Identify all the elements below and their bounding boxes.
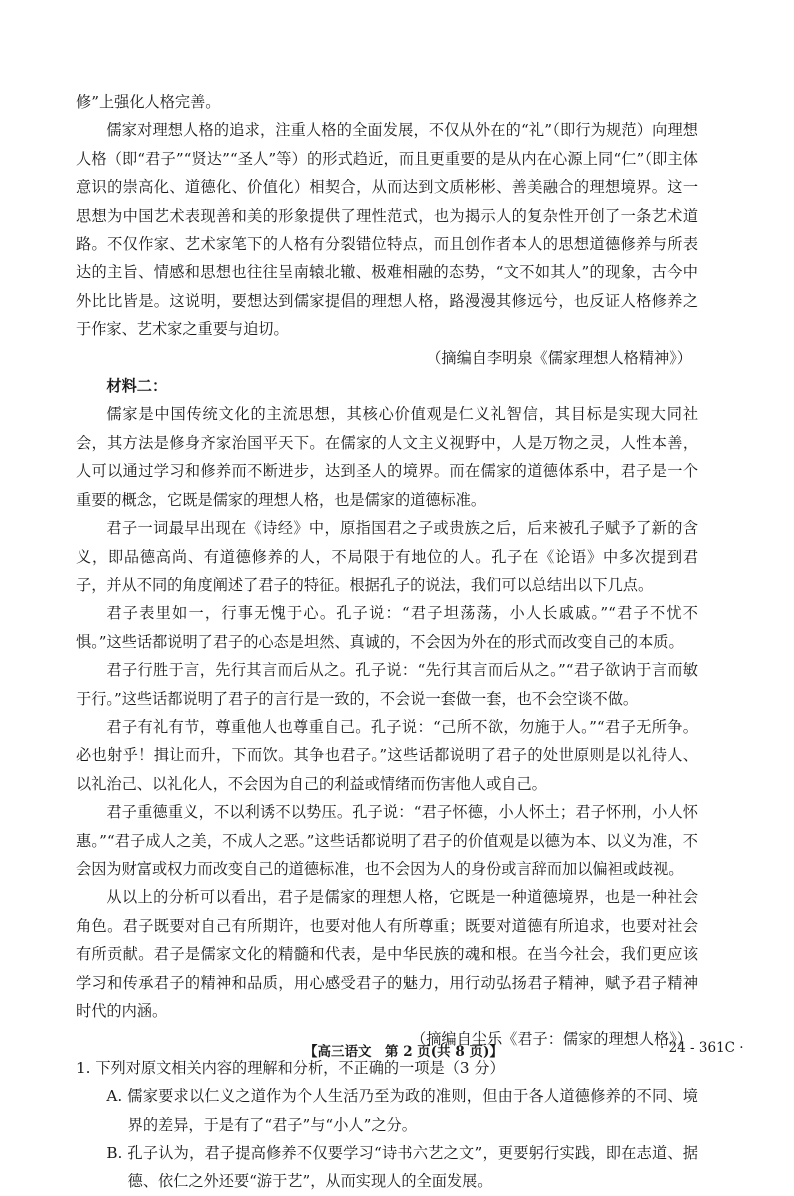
material2-heading: 材料二： (106, 377, 168, 396)
paragraph-m2-3: 君子表里如一，行事无愧于心。孔子说：“君子坦荡荡，小人长戚戚。”“君子不忧不惧。”这些话都说明了君子的心态是坦然、真诚的，不会因为外在的形式而改变自己的本质。 (76, 604, 698, 651)
footer-exam-code: · 24 - 361C · (660, 1040, 744, 1056)
footer-page-info: 【高三语文 第 2 页(共 8 页)】 (304, 1044, 503, 1060)
question-1-option-a: A. 儒家要求以仁义之道作为个人生活乃至为政的准则，但由于各人道德修养的不同、境界的差异，于是有了“君子”与“小人”之分。 (106, 1087, 698, 1134)
paragraph-m2-2: 君子一词最早出现在《诗经》中，原指国君之子或贵族之后，后来被孔子赋予了新的含义，即品德高尚、有道德修养的人，不局限于有地位的人。孔子在《论语》中多次提到君子，并从不同的角度阐述了君子的特征。根据孔子的说法，我们可以总结出以下几点。 (76, 519, 698, 594)
paragraph-m2-6: 君子重德重义，不以利诱不以势压。孔子说：“君子怀德，小人怀土；君子怀刑，小人怀惠。”“君子成人之美，不成人之恶。”这些话都说明了君子的价值观是以德为本、以义为准，不会因为财富或权力而改变自己的道德标准，也不会因为人的身份或言辞而加以偏袒或歧视。 (76, 803, 698, 878)
question-1-option-b: B. 孔子认为，君子提高修养不仅要学习“诗书六艺之文”，更要躬行实践，即在志道、据德、依仁之外还要“游于艺”，从而实现人的全面发展。 (106, 1144, 698, 1191)
paragraph-m2-5: 君子有礼有节，尊重他人也尊重自己。孔子说：“己所不欲，勿施于人。”“君子无所争。必也射乎！揖让而升，下而饮。其争也君子。”这些话都说明了君子的处世原则是以礼待人、以礼治己、以礼化人，不会因为自己的利益或情绪而伤害他人或自己。 (76, 717, 698, 793)
paragraph-m2-7: 从以上的分析可以看出，君子是儒家的理想人格，它既是一种道德境界，也是一种社会角色。君子既要对自己有所期许，也要对他人有所尊重；既要对道德有所追求，也要对社会有所贡献。君子是儒家文化的精髓和代表，是中华民族的魂和根。在当今社会，我们更应该学习和传承君子的精神和品质，用心感受君子的魅力，用行动弘扬君子精神，赋予君子精神时代的内涵。 (76, 888, 698, 1020)
question-1-stem: 1. 下列对原文相关内容的理解和分析，不正确的一项是（3 分） (76, 1058, 505, 1077)
source-citation-2: （摘编自尘乐《君子：儒家的理想人格》） (411, 1030, 692, 1049)
paragraph-m2-1: 儒家是中国传统文化的主流思想，其核心价值观是仁义礼智信，其目标是实现大同社会，其方法是修身齐家治国平天下。在儒家的人文主义视野中，人是万物之灵，人性本善，人可以通过学习和修养而不断进步，达到圣人的境界。而在儒家的道德体系中，君子是一个重要的概念，它既是儒家的理想人格，也是儒家的道德标准。 (76, 405, 698, 509)
paragraph-continuation: 修”上强化人格完善。 (76, 93, 221, 111)
paragraph-material1-body: 儒家对理想人格的追求，注重人格的全面发展，不仅从外在的“礼”（即行为规范）向理想人格（即“君子”“贤达”“圣人”等）的形式趋近，而且更重要的是从内在心源上同“仁”（即主体意识的崇高化、道德化、价值化）相契合，从而达到文质彬彬、善美融合的理想境界。这一思想为中国艺术表现善和美的形象提供了理性范式，也为揭示人的复杂性开创了一条艺术道路。不仅作家、艺术家笔下的人格有分裂错位特点，而且创作者本人的思想道德修养与所表达的主旨、情感和思想也往往呈南辕北辙、极难相融的态势，“文不如其人”的现象，古今中外比比皆是。这说明，要想达到儒家提倡的理想人格，路漫漫其修远兮，也反证人格修养之于作家、艺术家之重要与迫切。 (76, 121, 698, 339)
paragraph-m2-4: 君子行胜于言，先行其言而后从之。孔子说：“先行其言而后从之。”“君子欲讷于言而敏于行。”这些话都说明了君子的言行是一致的，不会说一套做一套，也不会空谈不做。 (76, 661, 698, 708)
source-citation-1: （摘编自李明泉《儒家理想人格精神》） (426, 348, 692, 367)
